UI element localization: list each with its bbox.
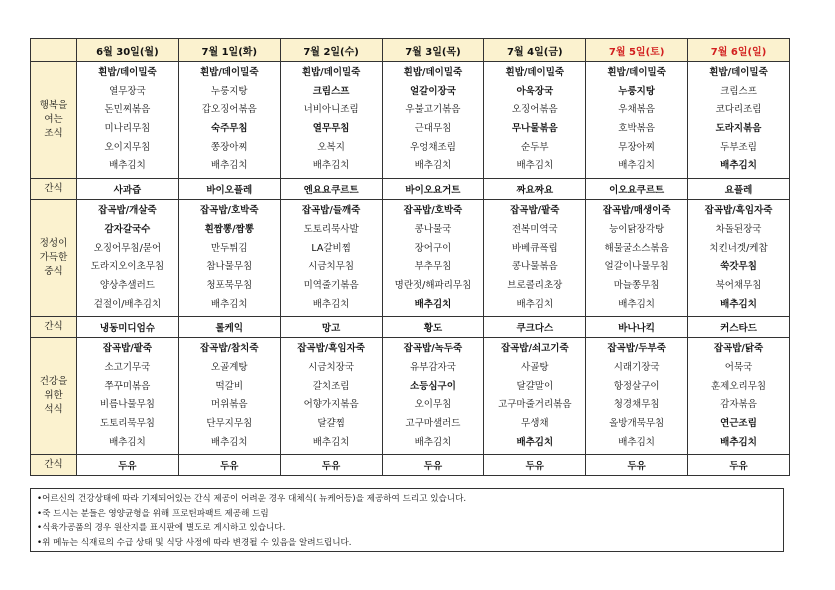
snack-cell: 롤케익 [178,317,280,338]
menu-item: 우엉채조림 [410,141,456,153]
meal-cell [688,338,790,455]
day-header: 7월 5일(토) [586,39,688,62]
menu-item: 전복미역국 [511,223,558,235]
menu-item: 청포묵무침 [206,279,253,291]
menu-item: 장어구이 [414,242,452,254]
menu-item: 쭈꾸미볶음 [104,380,151,392]
snack-cell: 쿠크다스 [484,317,586,338]
snack-cell: 요플레 [688,179,790,200]
snack-cell: 사과즙 [77,179,179,200]
meal-row [31,338,790,455]
menu-item: 숙주무침 [210,123,248,135]
menu-item: 배추김치 [210,436,248,448]
menu-item: 오징어무침/묻어 [93,242,162,254]
menu-item: 미역줄기볶음 [303,279,359,291]
menu-item: 무생채 [521,418,549,429]
snack-cell: 황도 [382,317,484,338]
menu-item: 유부감자국 [410,361,456,373]
menu-item: 명란젓/해파리무침 [394,279,472,291]
day-header: 7월 2일(수) [280,39,382,62]
menu-item: 오징어볶음 [511,104,558,116]
menu-item: 머위볶음 [210,399,248,411]
menu-item: 배추김치 [312,160,350,172]
menu-item: 고구마줄거리볶음 [498,399,572,411]
menu-item: 순두부 [521,141,549,153]
meal-cell [178,338,280,455]
menu-item: 배추김치 [312,298,350,310]
menu-item: 시래기장국 [613,361,660,373]
snack-cell: 두유 [586,455,688,476]
menu-item: 배추김치 [618,160,655,172]
snack-cell: 두유 [382,455,484,476]
day-header: 7월 4일(금) [484,39,586,62]
menu-item: 흰밥/데이밀죽 [403,67,463,78]
menu-item: 배추김치 [414,298,452,310]
meal-cell [178,62,280,179]
menu-item: 배추김치 [618,436,655,448]
snack-cell: 바나나킥 [586,317,688,338]
day-header: 7월 6일(일) [688,39,790,62]
menu-item: 흰밥/데이밀죽 [607,67,666,78]
meal-cell [382,62,484,179]
menu-item: 참나물무침 [206,261,253,273]
menu-item: 잡곡밥/참치죽 [199,343,259,355]
menu-item: 오이무침 [414,399,452,411]
menu-item: 항정살구이 [613,380,660,392]
header-row [31,39,790,62]
row-label: 간식 [31,317,77,338]
menu-item: 잡곡밥/두부죽 [607,343,666,355]
meal-row [31,200,790,317]
snack-cell: 두유 [77,455,179,476]
menu-item: 시금치장국 [308,361,355,373]
snack-cell: 엔요요쿠르트 [280,179,382,200]
meal-cell [382,338,484,455]
menu-item: 오골계탕 [210,361,248,373]
row-label: 정성이 가득한 중식 [31,200,77,317]
menu-item: 도라지볶음 [715,123,762,135]
meal-cell [77,62,179,179]
menu-item: 감자갈국수 [104,223,151,235]
day-header: 7월 3일(목) [382,39,484,62]
row-label: 간식 [31,179,77,200]
menu-item: 잡곡밥/닭죽 [713,343,764,355]
menu-item: 흰밥/데이밀죽 [709,67,768,78]
menu-item: 고구마샐러드 [405,418,461,429]
meal-cell [484,338,586,455]
menu-item: 배추김치 [312,436,350,448]
menu-item: 잡곡밥/흑임자죽 [297,343,365,355]
menu-item: 치킨너겟/케찹 [709,242,768,254]
snack-cell: 두유 [178,455,280,476]
meal-cell [178,200,280,317]
meal-cell [382,200,484,317]
menu-item: 우불고기볶음 [405,104,461,116]
meal-cell [280,200,382,317]
day-header: 7월 1일(화) [178,39,280,62]
meal-cell [77,338,179,455]
menu-item: 배추김치 [109,436,146,448]
menu-item: 어묵국 [724,361,753,373]
menu-item: 오복지 [317,141,345,153]
snack-cell: 냉동미디엄슈 [77,317,179,338]
menu-item: 흰밥/데이밀죽 [199,67,259,78]
menu-item: 무장아찌 [618,141,655,153]
note-line: •위 메뉴는 식재료의 수급 상태 및 식당 사정에 따라 변경될 수 있음을 알려드립니다. [37,537,352,548]
note-line: •어르신의 건강상태에 따라 기제되어있는 간식 제공이 어려운 경우 대체식( 뉴케어등)을 제공하여 드리고 있습니다. [37,494,467,504]
menu-item: 비름나물무침 [99,399,155,411]
menu-item: 배추김치 [720,436,757,448]
menu-item: 배추김치 [414,436,452,448]
menu-item: 잡곡밥/팥죽 [510,205,560,217]
menu-item: 도토리묵무침 [99,418,155,429]
menu-item: 얼갈이장국 [410,85,456,97]
menu-item: 시금치무침 [308,261,355,273]
menu-item: 달걀찜 [317,418,345,429]
menu-item: 미나리무침 [104,123,151,135]
menu-item: 사골탕 [521,361,549,373]
menu-item: 흰밥/데이밀죽 [301,67,361,78]
meal-cell [484,62,586,179]
menu-item: 청경채무침 [613,399,660,411]
menu-item: 감자볶음 [720,399,757,411]
menu-item: 해물굴소스볶음 [604,242,669,254]
menu-item: 근대무침 [414,123,452,135]
menu-item: 떡갈비 [215,380,244,392]
menu-item: 배추김치 [618,298,655,310]
menu-item: 능이닭장각탕 [609,223,665,235]
menu-item: 열무장국 [109,85,146,97]
snack-row [31,455,790,476]
menu-item: 잡곡밥/쇠고기죽 [500,343,569,355]
menu-item: 아욱장국 [516,85,554,97]
menu-item: 잡곡밥/매생이죽 [602,205,671,217]
menu-item: 소고기무국 [104,361,151,373]
menu-item: 크림스프 [312,85,350,97]
menu-item: 흰밥/데이밀죽 [98,67,157,78]
menu-item: 잡곡밥/들깨죽 [301,205,361,217]
menu-item: 잡곡밥/개살죽 [98,205,157,217]
menu-item: 잡곡밥/호박죽 [403,205,463,217]
menu-item: 배추김치 [720,298,757,310]
snack-cell: 망고 [280,317,382,338]
meal-cell [586,200,688,317]
menu-item: 잡곡밥/팥죽 [102,343,153,355]
menu-item: 콩나물볶음 [511,261,558,273]
row-label: 행복을 여는 조식 [31,62,77,179]
snack-cell: 두유 [484,455,586,476]
menu-item: 잡곡밥/호박죽 [199,205,259,217]
menu-item: 콩나물국 [414,223,452,235]
menu-item: 잡곡밥/흑임자죽 [704,205,773,217]
snack-cell: 커스타드 [688,317,790,338]
menu-item: 바베큐폭립 [511,242,558,254]
menu-item: 쑥갓무침 [720,261,757,273]
menu-item: 배추김치 [720,160,757,172]
menu-item: 부추무침 [414,261,452,273]
menu-item: 너비아니조림 [303,104,359,116]
menu-item: LA갈비찜 [311,242,351,254]
meal-row [31,62,790,179]
meal-cell [484,200,586,317]
menu-item: 쫑장아찌 [210,141,248,153]
snack-row [31,317,790,338]
row-label: 간식 [31,455,77,476]
snack-cell: 이오요쿠르트 [586,179,688,200]
menu-item: 갑오징어볶음 [201,104,257,116]
meal-cell [586,338,688,455]
menu-item: 배추김치 [414,160,452,172]
menu-item: 열무무침 [312,123,350,135]
meal-cell [688,62,790,179]
menu-item: 배추김치 [210,160,248,172]
menu-item: 배추김치 [516,436,554,448]
menu-item: 차돌된장국 [715,223,762,235]
meal-cell [688,200,790,317]
menu-item: 어향가지볶음 [303,399,359,411]
meal-cell [280,62,382,179]
menu-item: 얼갈이나물무침 [604,261,669,273]
menu-item: 훈제오리무침 [711,380,767,392]
menu-item: 크림스프 [720,85,757,97]
notes-box [30,488,784,552]
snack-cell: 바이오플레 [178,179,280,200]
menu-item: 달걀말이 [516,380,554,392]
menu-item: 소등심구이 [410,380,456,392]
menu-item: 호박볶음 [618,123,655,135]
meal-cell [280,338,382,455]
menu-item: 올방개묵무침 [609,418,665,429]
snack-row [31,179,790,200]
meal-cell [77,200,179,317]
menu-item: 브로콜리초장 [507,279,563,291]
menu-item: 돈민찌볶음 [104,104,151,116]
menu-item: 배추김치 [516,160,554,172]
menu-item: 단무지무침 [206,418,253,429]
menu-item: 잡곡밥/녹두죽 [403,343,463,355]
menu-item: 우채볶음 [618,104,655,116]
menu-item: 배추김치 [210,298,248,310]
snack-cell: 두유 [280,455,382,476]
menu-item: 흰밥/데이밀죽 [505,67,565,78]
day-header: 6월 30일(월) [77,39,179,62]
menu-item: 배추김치 [516,298,554,310]
menu-item: 도토리묵사발 [303,223,359,235]
snack-cell: 짜요짜요 [484,179,586,200]
menu-item: 누룽지탕 [210,85,248,97]
menu-item: 북어채무침 [715,279,762,291]
snack-cell: 두유 [688,455,790,476]
note-line: •식육가공품의 경우 원산지를 표시판에 별도로 게시하고 있습니다. [37,523,286,533]
menu-item: 마늘쫑무침 [613,279,660,291]
menu-item: 배추김치 [109,160,146,172]
menu-item: 누룽지탕 [618,85,655,97]
snack-cell: 바이오요거트 [382,179,484,200]
menu-item: 도라지오이초무침 [90,261,165,273]
menu-item: 연근조림 [720,418,757,429]
weekly-menu-table [30,38,790,476]
corner-cell [31,39,77,62]
note-line: •죽 드시는 분들은 영양균형을 위해 프로틴파팩트 제공해 드림 [37,508,269,519]
menu-item: 갈치조림 [312,380,350,392]
meal-cell [586,62,688,179]
menu-item: 양상추샐러드 [99,279,155,291]
menu-item: 오이지무침 [104,141,151,153]
menu-item: 만두튀김 [210,242,248,254]
row-label: 건강을 위한 석식 [31,338,77,455]
menu-item: 겉절이/배추김치 [93,298,162,310]
menu-item: 두부조림 [720,141,757,153]
menu-item: 코다리조림 [715,104,762,116]
menu-item: 흰짬뽕/짬뽕 [204,223,254,235]
menu-item: 무나물볶음 [511,123,558,135]
